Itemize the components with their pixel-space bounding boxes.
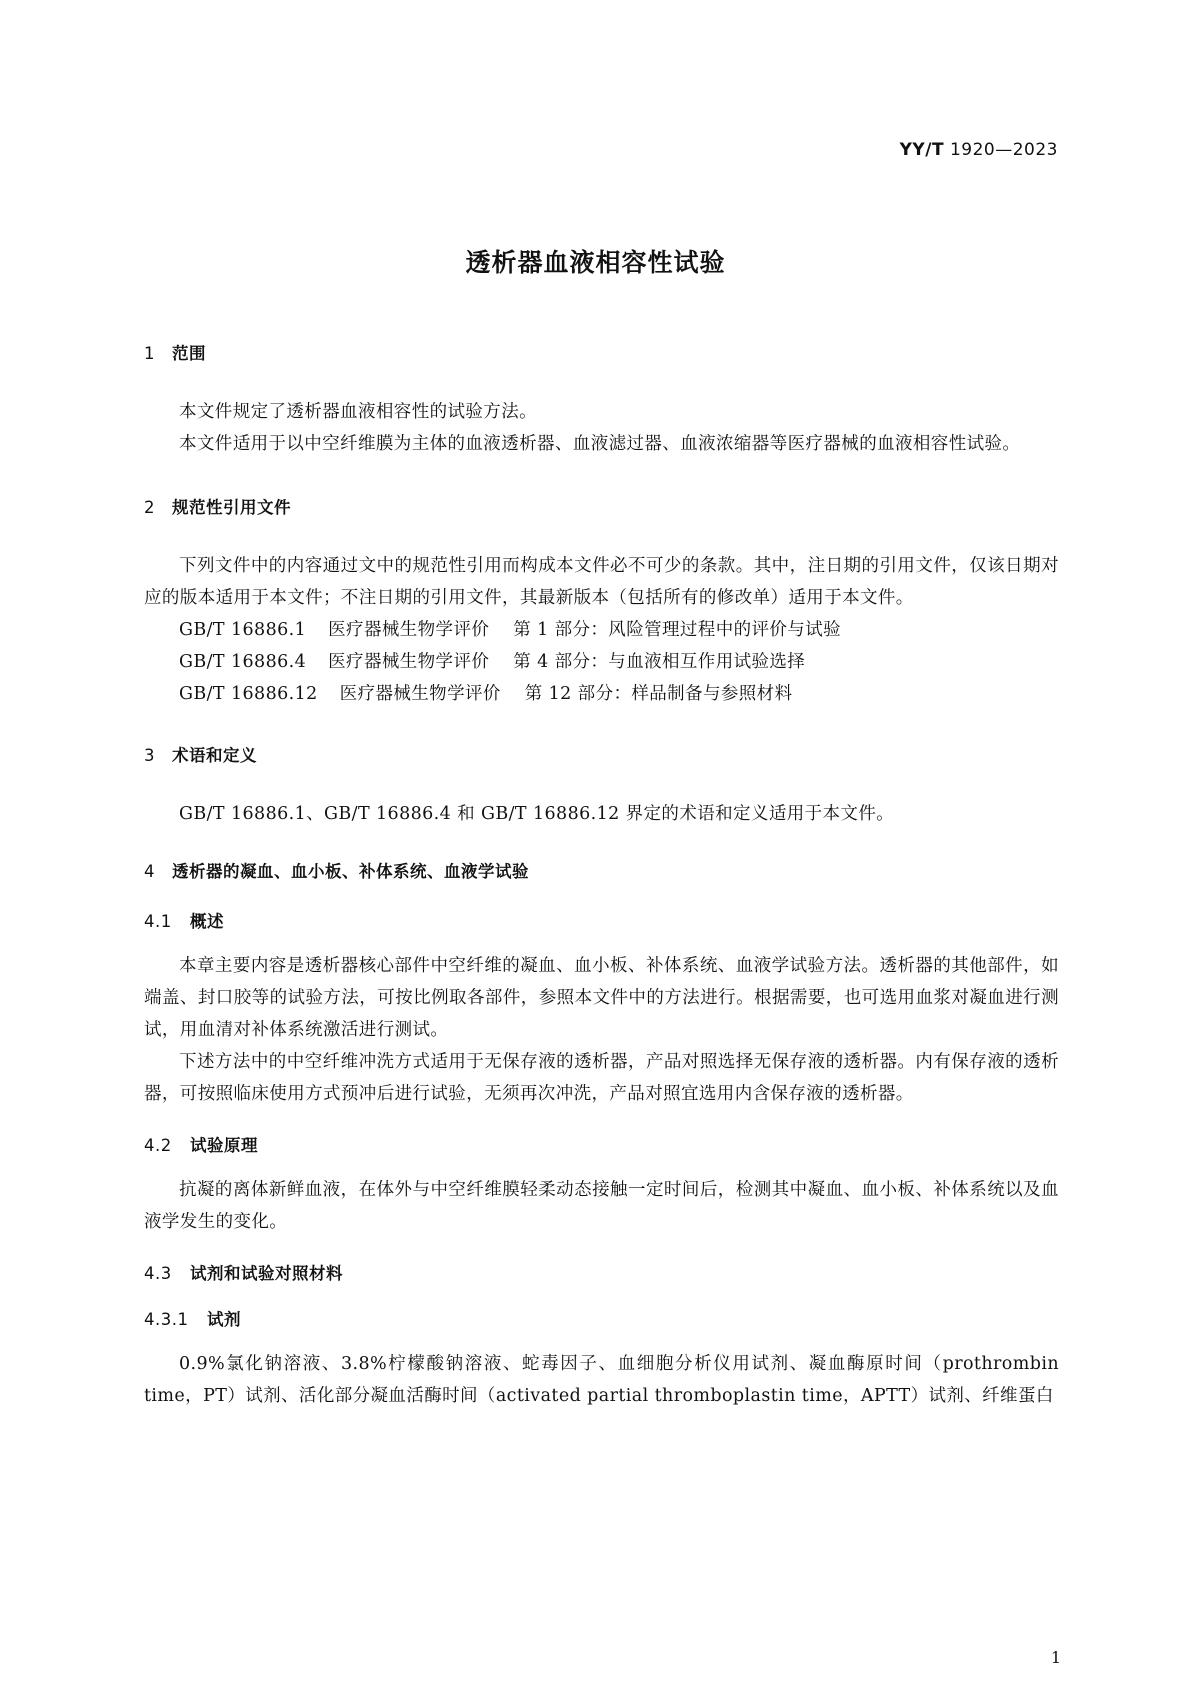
paragraph: 抗凝的离体新鲜血液，在体外与中空纤维膜轻柔动态接触一定时间后，检测其中凝血、血小板、补体系统以及血液学发生的变化。 [144, 1180, 1059, 1232]
section-number: 4 [144, 862, 155, 881]
section-3-heading [144, 742, 1059, 766]
section-number: 4.3.1 [144, 1310, 189, 1329]
reference-code: GB/T 16886.12 [179, 684, 318, 704]
section-4-3-heading [144, 1260, 1059, 1284]
document-body [144, 340, 1059, 1412]
reference-name: 医疗器械生物学评价 [328, 620, 490, 640]
standard-code-prefix: YY/T [899, 140, 945, 160]
paragraph: 本章主要内容是透析器核心部件中空纤维的凝血、血小板、补体系统、血液学试验方法。透析器的其他部件，如端盖、封口胶等的试验方法，可按比例取各部件，参照本文件中的方法进行。根据需要，也可选用血浆对凝血进行测试，用血清对补体系统激活进行测试。 [144, 956, 1059, 1040]
reference-item [144, 646, 1059, 678]
section-title: 术语和定义 [172, 746, 257, 765]
section-title: 试验原理 [190, 1136, 258, 1155]
section-number: 2 [144, 498, 155, 517]
section-4-2-heading [144, 1132, 1059, 1156]
reference-item [144, 678, 1059, 710]
section-2-heading [144, 494, 1059, 518]
reference-part: 第 1 部分：风险管理过程中的评价与试验 [513, 620, 842, 640]
section-title: 规范性引用文件 [172, 498, 291, 517]
section-title: 试剂和试验对照材料 [190, 1264, 343, 1283]
section-number: 4.1 [144, 912, 172, 931]
page-number: 1 [1050, 1648, 1061, 1667]
section-title: 透析器的凝血、血小板、补体系统、血液学试验 [172, 862, 529, 881]
reference-code: GB/T 16886.1 [179, 620, 307, 640]
section-1-heading [144, 340, 1059, 364]
section-title: 试剂 [207, 1310, 241, 1329]
reference-item [144, 614, 1059, 646]
section-number: 4.2 [144, 1136, 172, 1155]
paragraph: GB/T 16886.1、GB/T 16886.4 和 GB/T 16886.12 界定的术语和定义适用于本文件。 [179, 804, 895, 824]
paragraph: 0.9%氯化钠溶液、3.8%柠檬酸钠溶液、蛇毒因子、血细胞分析仪用试剂、凝血酶原时间（prothrombin time，PT）试剂、活化部分凝血活酶时间（activated partial thromboplastin time，APTT）试剂、纤维蛋白 [144, 1354, 1059, 1406]
section-4-3-1-heading [144, 1306, 1059, 1330]
standard-code [900, 140, 1058, 160]
section-title: 概述 [190, 912, 224, 931]
section-4-1-heading [144, 908, 1059, 932]
section-number: 1 [144, 344, 155, 363]
document-title: 透析器血液相容性试验 [465, 248, 726, 277]
paragraph: 下述方法中的中空纤维冲洗方式适用于无保存液的透析器，产品对照选择无保存液的透析器。内有保存液的透析器，可按照临床使用方式预冲后进行试验，无须再次冲洗，产品对照宜选用内含保存液的透析器。 [144, 1052, 1059, 1104]
paragraph: 下列文件中的内容通过文中的规范性引用而构成本文件必不可少的条款。其中，注日期的引用文件，仅该日期对应的版本适用于本文件；不注日期的引用文件，其最新版本（包括所有的修改单）适用于本文件。 [144, 556, 1059, 608]
paragraph: 本文件适用于以中空纤维膜为主体的血液透析器、血液滤过器、血液浓缩器等医疗器械的血液相容性试验。 [179, 434, 1021, 454]
section-title: 范围 [172, 344, 206, 363]
reference-name: 医疗器械生物学评价 [339, 684, 501, 704]
reference-code: GB/T 16886.4 [179, 652, 307, 672]
reference-part: 第 4 部分：与血液相互作用试验选择 [513, 652, 806, 672]
paragraph: 本文件规定了透析器血液相容性的试验方法。 [179, 402, 537, 422]
section-4-heading [144, 858, 1059, 882]
standard-code-number: 1920—2023 [949, 140, 1058, 160]
section-number: 4.3 [144, 1264, 172, 1283]
section-number: 3 [144, 746, 155, 765]
reference-name: 医疗器械生物学评价 [328, 652, 490, 672]
reference-part: 第 12 部分：样品制备与参照材料 [524, 684, 793, 704]
